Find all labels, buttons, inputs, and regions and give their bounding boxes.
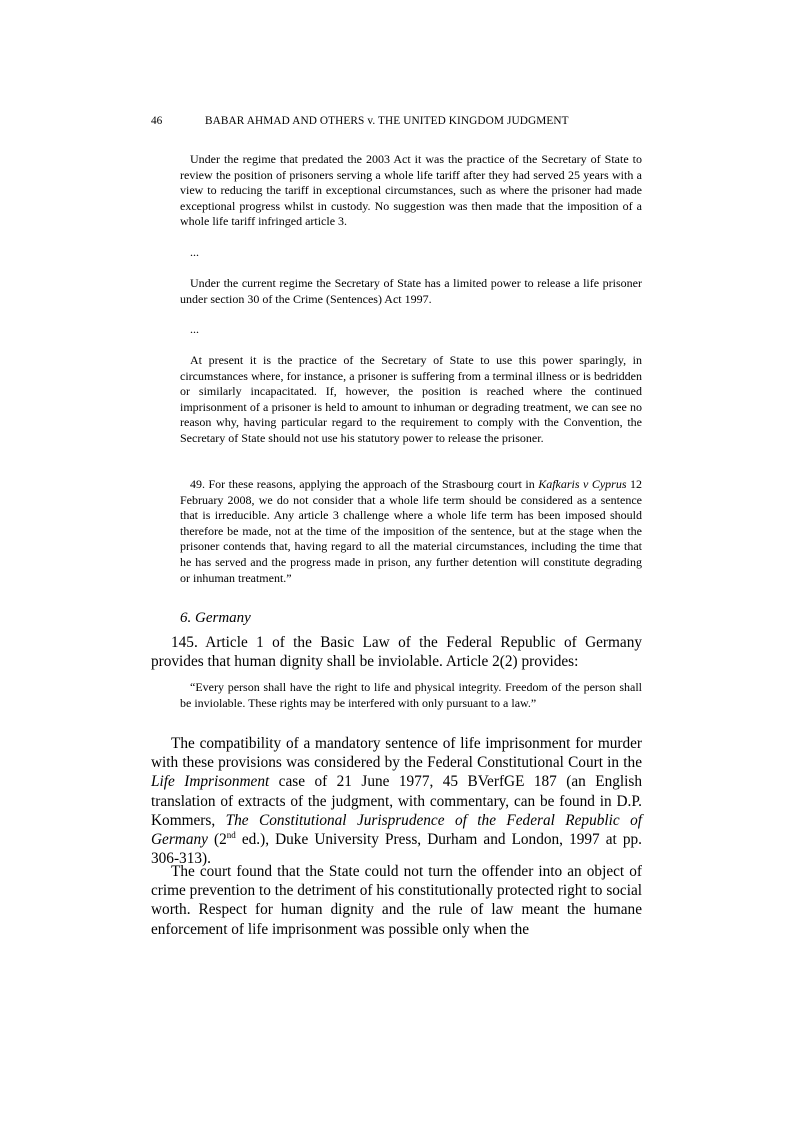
book-title: The Constitutional Jurisprudence of the Federal Republic of Germany xyxy=(151,811,643,849)
text-run: case of 21 June 1977, 45 BVerfGE 187 (an English translation of extracts of the judgment, with commentary, can be found in D.P. Kommers, xyxy=(151,773,642,829)
text-run: ed.), Duke University Press, Durham and London, 1997 at pp. 306-313). xyxy=(151,831,642,868)
quote-ellipsis: ... xyxy=(190,245,199,259)
quote-paragraph xyxy=(180,353,642,447)
text-run: The compatibility of a mandatory sentence of life imprisonment for murder with these provisions was considered by the Federal Constitutional Court in the xyxy=(151,735,642,772)
quote-text: Under the current regime the Secretary of State has a limited power to release a life prisoner under section 30 of the Crime (Sentences) Act 1997. xyxy=(180,276,642,306)
quote-paragraph xyxy=(180,152,642,230)
quote-basic-law xyxy=(180,680,642,711)
paragraph-compatibility xyxy=(151,734,642,868)
superscript: nd xyxy=(226,830,236,841)
quote-ellipsis: ... xyxy=(190,322,199,336)
quote-text: “Every person shall have the right to life and physical integrity. Freedom of the person shall be inviolable. These rights may be interfered with only pursuant to a law.” xyxy=(180,680,642,710)
quote-text: At present it is the practice of the Secretary of State to use this power sparingly, in circumstances where, for instance, a prisoner is suffering from a terminal illness or is bedridden or similarly incapacitated. If, however, the position is reached where the continued imprisonment of a prisoner is held to amount to inhuman or degrading treatment, we can see no reason why, having particular regard to the requirement to comply with the Convention, the Secretary of State should not use his statutory power to release the prisoner. xyxy=(180,353,642,445)
body-text: The court found that the State could not turn the offender into an object of crime prevention to the detriment of his constitutionally protected right to social worth. Respect for human dignity and the rule of law meant the humane enforcement of life imprisonment was possible only when the xyxy=(151,863,642,938)
quote-paragraph xyxy=(180,276,642,307)
section-heading: 6. Germany xyxy=(180,610,251,626)
quote-text: Under the regime that predated the 2003 Act it was the practice of the Secretary of State to review the position of prisoners serving a whole life tariff after they had served 25 years with a view to reducing the tariff in exceptional circumstances, such as where the prisoner had made exceptional progress whilst in custody. No suggestion was then made that the imposition of a whole life tariff infringed article 3. xyxy=(180,152,642,229)
text-run: 49. For these reasons, applying the approach of the Strasbourg court in xyxy=(190,477,539,491)
text-run: 12 February 2008, we do not consider that a whole life term should be considered as a sentence that is irreducible. Any article 3 challenge where a whole life term has been imposed should therefore be made, not at the time of the imposition of the sentence, but at the stage when the prisoner contends that, having regard to all the material circumstances, including the time that he has served and the progress made in prison, any further detention will constitute degrading or inhuman treatment.” xyxy=(180,477,643,585)
body-text: 145. Article 1 of the Basic Law of the Federal Republic of Germany provides that human dignity shall be inviolable. Article 2(2) provides: xyxy=(151,634,642,671)
paragraph-court-finding xyxy=(151,862,642,939)
case-citation: Kafkaris v Cyprus xyxy=(538,477,627,491)
running-title: BABAR AHMAD AND OTHERS v. THE UNITED KINGDOM JUDGMENT xyxy=(205,115,569,127)
quote-text xyxy=(180,477,642,586)
body-text xyxy=(151,734,642,868)
quote-paragraph-49 xyxy=(180,477,642,586)
page-number: 46 xyxy=(151,115,163,127)
text-run: (2 xyxy=(207,831,227,849)
paragraph-145 xyxy=(151,633,642,671)
case-name: Life Imprisonment xyxy=(151,773,270,791)
